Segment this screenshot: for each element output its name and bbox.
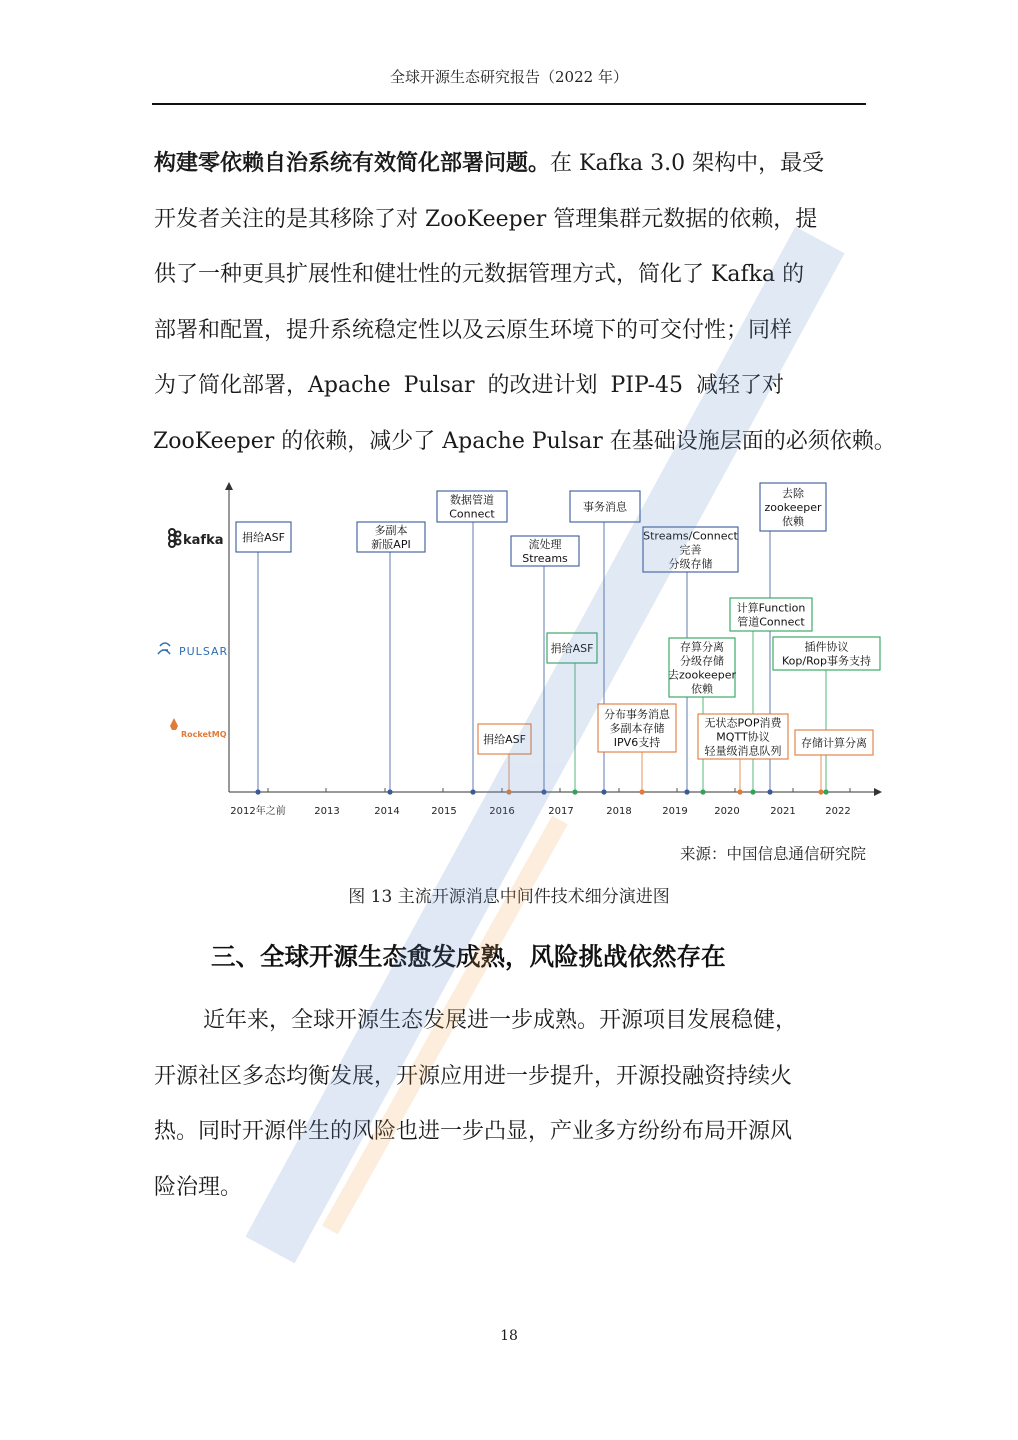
- paragraph-line: 热。同时开源伴生的风险也进一步凸显，产业多方纷纷布局开源风: [154, 1119, 793, 1144]
- pulsar-tiered-marker: [700, 789, 705, 794]
- year-tick-label: 2017: [548, 806, 574, 817]
- year-tick-label: 2015: [431, 806, 457, 817]
- timeline-figure: [150, 478, 890, 828]
- event-label: 流处理: [528, 538, 562, 551]
- event-label: 存算分离: [680, 640, 724, 654]
- running-header: 全球开源生态研究报告（2022 年）: [390, 68, 628, 86]
- event-label: Streams/Connect: [643, 529, 738, 543]
- event-label: 多副本: [374, 524, 408, 537]
- paragraph-ecosystem: [154, 993, 866, 1215]
- event-label: 依赖: [691, 682, 713, 696]
- year-tick-label: 2021: [770, 806, 796, 817]
- paragraph-line: 近年来，全球开源生态发展进一步成熟。开源项目发展稳健，: [203, 1008, 798, 1033]
- pulsar-asf-marker: [572, 789, 577, 794]
- paragraph-line: 开源社区多态均衡发展，开源应用进一步提升，开源投融资持续火: [154, 1063, 793, 1089]
- event-label: 插件协议: [804, 640, 849, 654]
- paragraph-line: ZooKeeper 的依赖，减少了 Apache Pulsar 在基础设施层面的必须依赖。: [153, 428, 896, 454]
- event-label: Kop/Rop事务支持: [782, 654, 871, 668]
- event-label: 去除: [782, 487, 804, 500]
- event-label: 捐给ASF: [242, 531, 285, 544]
- event-label: 捐给ASF: [483, 733, 526, 746]
- event-label: Streams: [522, 552, 568, 565]
- paragraph-line: 险治理。: [154, 1174, 243, 1200]
- figure-caption: 图 13 主流开源消息中间件技术细分演进图: [348, 887, 670, 907]
- kafka-api-marker: [387, 789, 392, 794]
- kafka-connect-marker: [470, 789, 475, 794]
- year-tick-label: 2020: [714, 806, 740, 817]
- event-label: 计算Function: [736, 601, 806, 615]
- event-label: 数据管道: [450, 493, 494, 507]
- figure-source: 来源：中国信息通信研究院: [679, 845, 866, 863]
- kafka-txn-marker: [601, 789, 606, 794]
- event-label: 完善: [679, 543, 702, 557]
- kafka-logo: [169, 529, 224, 548]
- event-label: Connect: [449, 507, 495, 521]
- year-tick-label: 2022: [825, 806, 851, 817]
- event-label: MQTT协议: [716, 730, 770, 744]
- section-heading: 三、全球开源生态愈发成熟，风险挑战依然存在: [211, 942, 726, 971]
- rocket-dist-marker: [639, 789, 644, 794]
- pulsar-logo: [158, 643, 228, 658]
- paragraph-line: 为了简化部署，Apache Pulsar 的改进计划 PIP-45 减轻了对: [154, 373, 785, 398]
- event-label: 无状态POP消费: [704, 716, 782, 730]
- rocket-sep-marker: [818, 789, 823, 794]
- paragraph-line: 开发者关注的是其移除了对 ZooKeeper 管理集群元数据的依赖，提: [154, 206, 818, 232]
- year-tick-label: 2014: [374, 806, 400, 817]
- kafka-asf-marker: [255, 789, 260, 794]
- year-tick-label: 2018: [606, 806, 632, 817]
- kafka-nozk-marker: [767, 789, 772, 794]
- rocketmq-logo: [170, 718, 227, 739]
- line1-rest: 在 Kafka 3.0 架构中，最受: [550, 151, 825, 176]
- kafka-streams-marker: [541, 789, 546, 794]
- event-label: 依赖: [782, 515, 804, 528]
- svg-text:RocketMQ: RocketMQ: [181, 730, 227, 739]
- lead-bold-sentence: 构建零依赖自治系统有效简化部署问题。: [154, 151, 551, 176]
- rocket-pop-marker: [737, 789, 742, 794]
- event-label: zookeeper: [764, 501, 822, 514]
- event-label: 新版API: [371, 538, 411, 551]
- paragraph-kafka-pulsar: [153, 136, 896, 469]
- header-rule: [152, 103, 866, 105]
- event-label: 管道Connect: [737, 615, 805, 629]
- event-label: 多副本存储: [609, 722, 665, 735]
- year-tick-label: 2013: [314, 806, 340, 817]
- paragraph-line: 部署和配置，提升系统稳定性以及云原生环境下的可交付性；同样: [154, 317, 793, 343]
- pulsar-plugin-marker: [823, 789, 828, 794]
- event-label: 分级存储: [680, 654, 724, 668]
- page-number: 18: [500, 1328, 518, 1344]
- event-label: 分布事务消息: [604, 708, 670, 721]
- event-label: 分级存储: [668, 557, 713, 571]
- y-axis-arrow: [225, 482, 233, 490]
- rocket-asf-marker: [506, 789, 511, 794]
- event-label: IPV6支持: [613, 736, 661, 749]
- year-tick-label: 2019: [662, 806, 688, 817]
- svg-text:kafka: kafka: [183, 533, 224, 548]
- event-label: 去zookeeper: [667, 668, 737, 682]
- event-label: 事务消息: [583, 500, 627, 514]
- year-tick-label: 2016: [489, 806, 515, 817]
- x-axis-arrow: [874, 788, 882, 796]
- kafka-tiered-marker: [684, 789, 689, 794]
- event-label: 捐给ASF: [550, 642, 594, 655]
- svg-text:PULSAR: PULSAR: [179, 645, 229, 658]
- paragraph-line: 供了一种更具扩展性和健壮性的元数据管理方式，简化了 Kafka 的: [154, 262, 805, 287]
- pulsar-function-marker: [750, 789, 755, 794]
- event-label: 存储计算分离: [801, 736, 867, 750]
- year-tick-label: 2012年之前: [230, 806, 286, 817]
- event-label: 轻量级消息队列: [704, 744, 782, 758]
